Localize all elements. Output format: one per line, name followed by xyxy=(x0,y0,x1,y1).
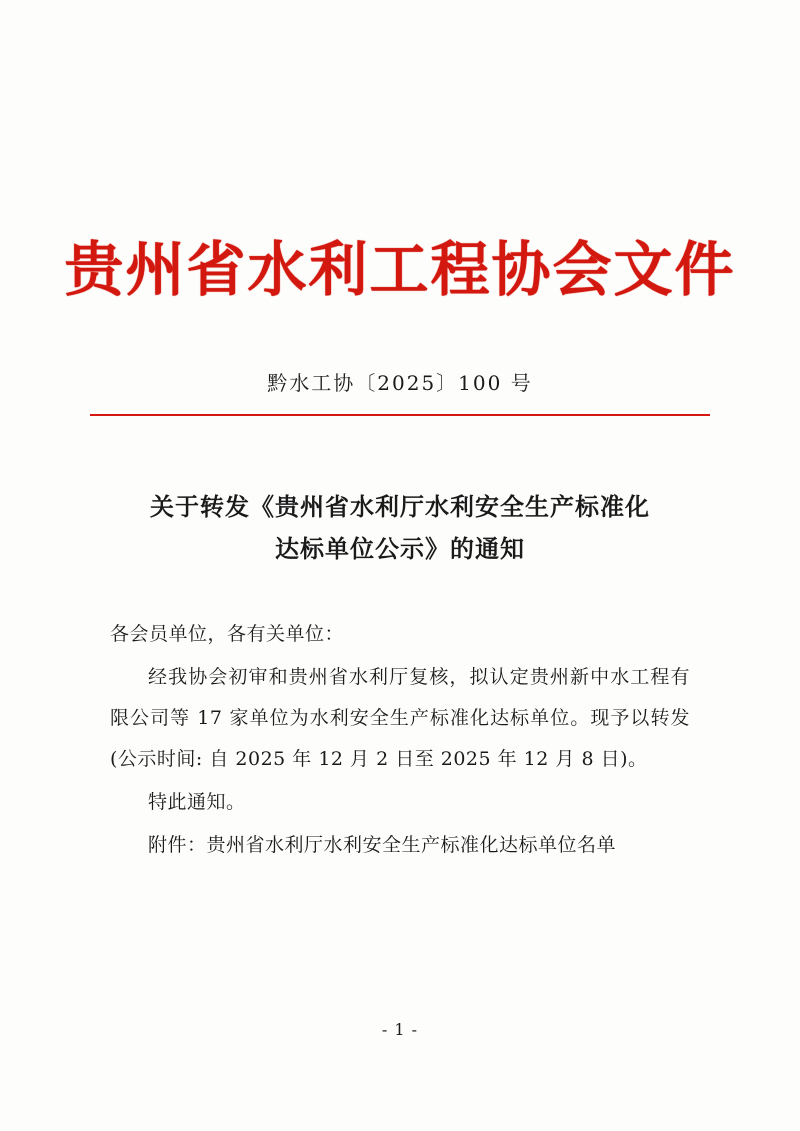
organization-title: 贵州省水利工程协会文件 xyxy=(64,235,736,304)
document-header xyxy=(0,0,800,416)
document-number: 黔水工协〔2025〕100 号 xyxy=(267,370,533,395)
document-title-line-1: 关于转发《贵州省水利厅水利安全生产标准化 xyxy=(150,492,650,522)
page-number: - 1 - xyxy=(381,1020,419,1039)
document-body xyxy=(110,614,690,865)
document-title xyxy=(110,486,690,570)
attachment-line: 附件：贵州省水利厅水利安全生产标准化达标单位名单 xyxy=(148,833,617,856)
salutation: 各会员单位，各有关单位： xyxy=(110,623,345,646)
body-paragraph-2: 特此通知。 xyxy=(148,790,246,813)
document-title-line-2: 达标单位公示》的通知 xyxy=(275,534,525,564)
body-paragraph-1: 经我协会初审和贵州省水利厅复核，拟认定贵州新中水工程有限公司等 17 家单位为水利安全生产标准化达标单位。现予以转发 (公示时间: 自 2025 年 12 月 2 日至 2025 年 12 月 8 日)。 xyxy=(110,666,690,770)
red-divider-rule xyxy=(90,414,710,417)
